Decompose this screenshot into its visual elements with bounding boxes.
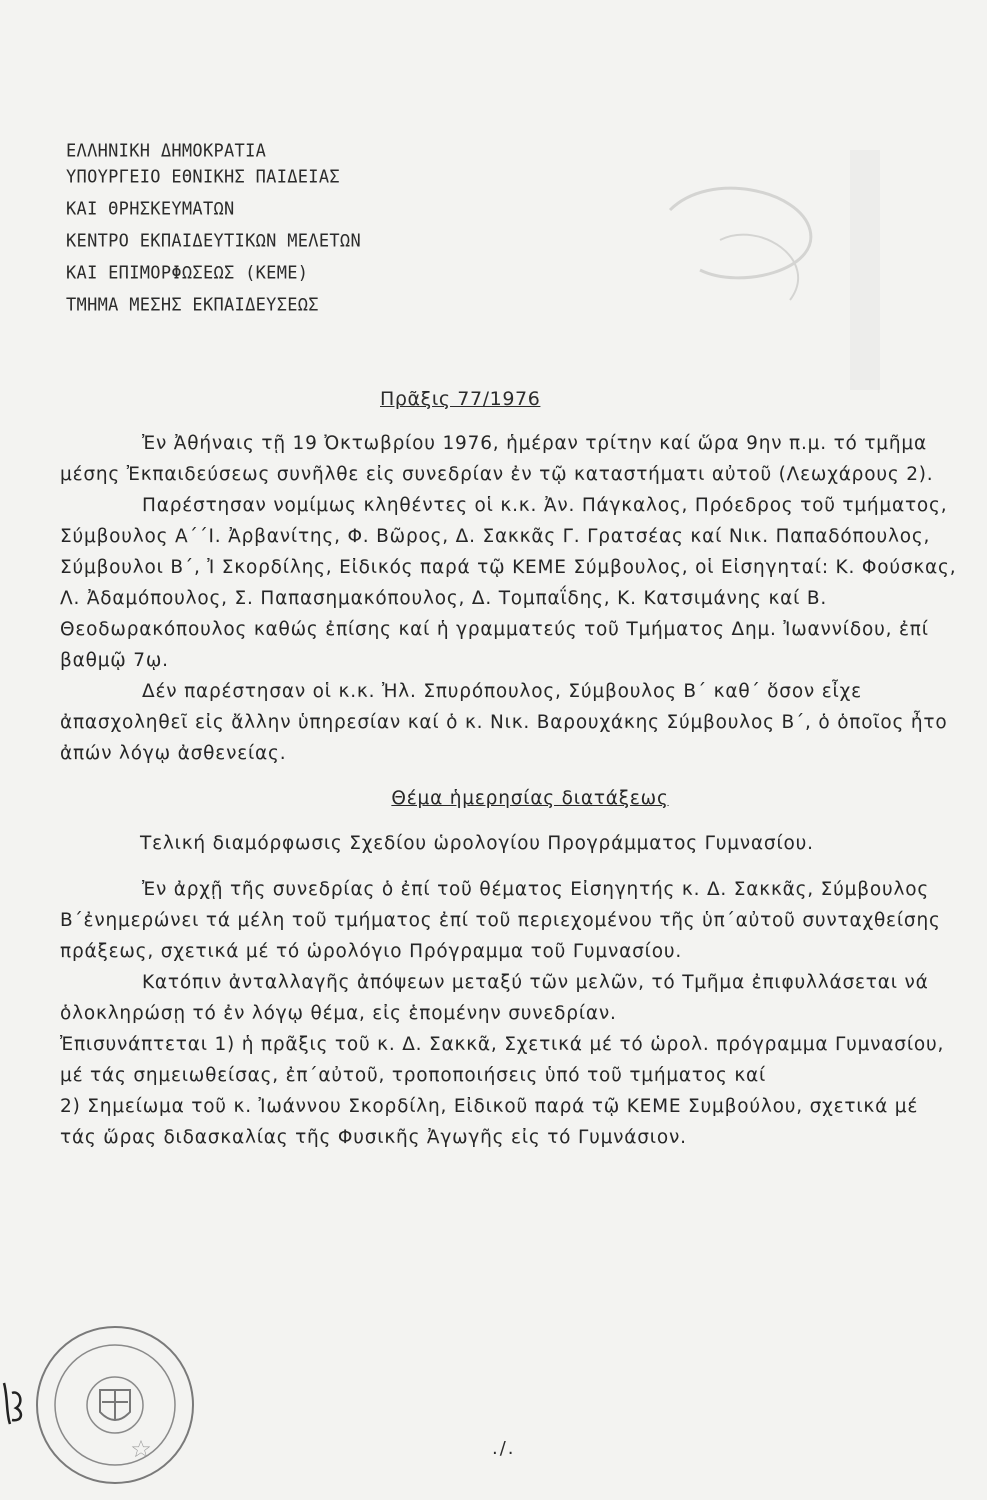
paragraph-attachment-2: 2) Σημείωμα τοῦ κ. Ἰωάννου Σκορδίλη, Εἰδικοῦ παρά τῷ ΚΕΜΕ Συμβούλου, σχετικά μέ τάς ὥρας διδασκαλίας τῆς Φυσικῆς Ἀγωγῆς εἰς τό Γυμνάσιον. <box>60 1096 919 1148</box>
section-title-agenda: Θέμα ἡμερησίας διατάξεως <box>391 788 669 809</box>
official-seal-stamp <box>30 1320 200 1490</box>
document-body <box>60 428 960 1153</box>
handwritten-margin-mark <box>0 1378 30 1428</box>
paragraph-decision: Κατόπιν ἀνταλλαγῆς ἀπόψεων μεταξύ τῶν μελῶν, τό Τμῆμα ἐπιφυλλάσεται νά ὁλοκληρώσῃ τό ἐν λόγῳ θέμα, εἰς ἑπομένην συνεδρίαν. <box>60 972 929 1024</box>
paragraph-briefing: Ἐν ἀρχῇ τῆς συνεδρίας ὁ ἐπί τοῦ θέματος Εἰσηγητής κ. Δ. Σακκᾶς, Σύμβουλος Β΄ἐνημερώνει τά μέλη τοῦ τμήματος ἐπί τοῦ περιεχομένου τῆς ὑπ΄αὐτοῦ συνταχθείσης πράξεως, σχετικά μέ τό ὡρολόγιο Πρόγραμμα τοῦ Γυμνασίου. <box>60 879 941 962</box>
bleed-through-marks <box>560 150 980 410</box>
letterhead-line: ΚΕΝΤΡΟ ΕΚΠΑΙΔΕΥΤΙΚΩΝ ΜΕΛΕΤΩΝ <box>66 230 361 252</box>
letterhead-line: ΚΑΙ ΘΡΗΣΚΕΥΜΑΤΩΝ <box>66 198 235 220</box>
letterhead-line: ΤΜΗΜΑ ΜΕΣΗΣ ΕΚΠΑΙΔΕΥΣΕΩΣ <box>66 294 319 316</box>
letterhead-line: ΥΠΟΥΡΓΕΙΟ ΕΘΝΙΚΗΣ ΠΑΙΔΕΙΑΣ <box>66 166 340 188</box>
letterhead-line: ΚΑΙ ΕΠΙΜΟΡΦΩΣΕΩΣ (ΚΕΜΕ) <box>66 262 309 284</box>
letterhead <box>66 138 361 318</box>
continuation-mark: ./. <box>492 1438 516 1459</box>
paragraph-meeting-opening: Ἐν Ἀθήναις τῇ 19 Ὀκτωβρίου 1976, ἡμέραν τρίτην καί ὥρα 9ην π.μ. τό τμῆμα μέσης Ἐκπαιδεύσεως συνῆλθε εἰς συνεδρίαν ἐν τῷ καταστήματι αὐτοῦ (Λεωχάρους 2). <box>60 433 934 485</box>
agenda-topic: Τελική διαμόρφωσις Σχεδίου ὡρολογίου Προγράμματος Γυμνασίου. <box>140 833 814 854</box>
letterhead-line: ΕΛΛΗΝΙΚΗ ΔΗΜΟΚΡΑΤΙΑ <box>66 140 267 162</box>
paragraph-attendees: Παρέστησαν νομίμως κληθέντες οἱ κ.κ. Ἀν. Πάγκαλος, Πρόεδρος τοῦ τμήματος, Σύμβουλος Α΄΄Ι. Ἀρβανίτης, Φ. Βῶρος, Δ. Σακκᾶς Γ. Γρατσέας καί Νικ. Παπαδόπουλος, Σύμβουλοι Β΄, Ἰ Σκορδίλης, Εἰδικός παρά τῷ ΚΕΜΕ Σύμβουλος, οἱ Εἰσηγηταί: Κ. Φούσκας, Λ. Ἀδαμόπουλος, Σ. Παπασημακόπουλος, Δ. Τομπαΐδης, Κ. Κατσιμάνης καί Β. Θεοδωρακόπουλος καθώς ἐπίσης καί ἡ γραμματεύς τοῦ Τμήματος Δημ. Ἰωαννίδου, ἐπί βαθμῷ 7ῳ. <box>60 495 957 671</box>
paragraph-attachment-1: Ἐπισυνάπτεται 1) ἡ πρᾶξις τοῦ κ. Δ. Σακκᾶ, Σχετικά μέ τό ὡρολ. πρόγραμμα Γυμνασίου, μέ τάς σημειωθείσας, ἐπ΄αὐτοῦ, τροποποιήσεις ὑπό τοῦ τμήματος καί <box>60 1034 945 1086</box>
paragraph-absentees: Δέν παρέστησαν οἱ κ.κ. Ἠλ. Σπυρόπουλος, Σύμβουλος Β΄ καθ΄ ὅσον εἶχε ἀπασχοληθεῖ εἰς ἄλλην ὑπηρεσίαν καί ὁ κ. Νικ. Βαρουχάκης Σύμβουλος Β΄, ὁ ὁποῖος ἦτο ἀπών λόγῳ ἀσθενείας. <box>60 681 948 764</box>
document-title: Πρᾶξις 77/1976 <box>380 388 541 410</box>
